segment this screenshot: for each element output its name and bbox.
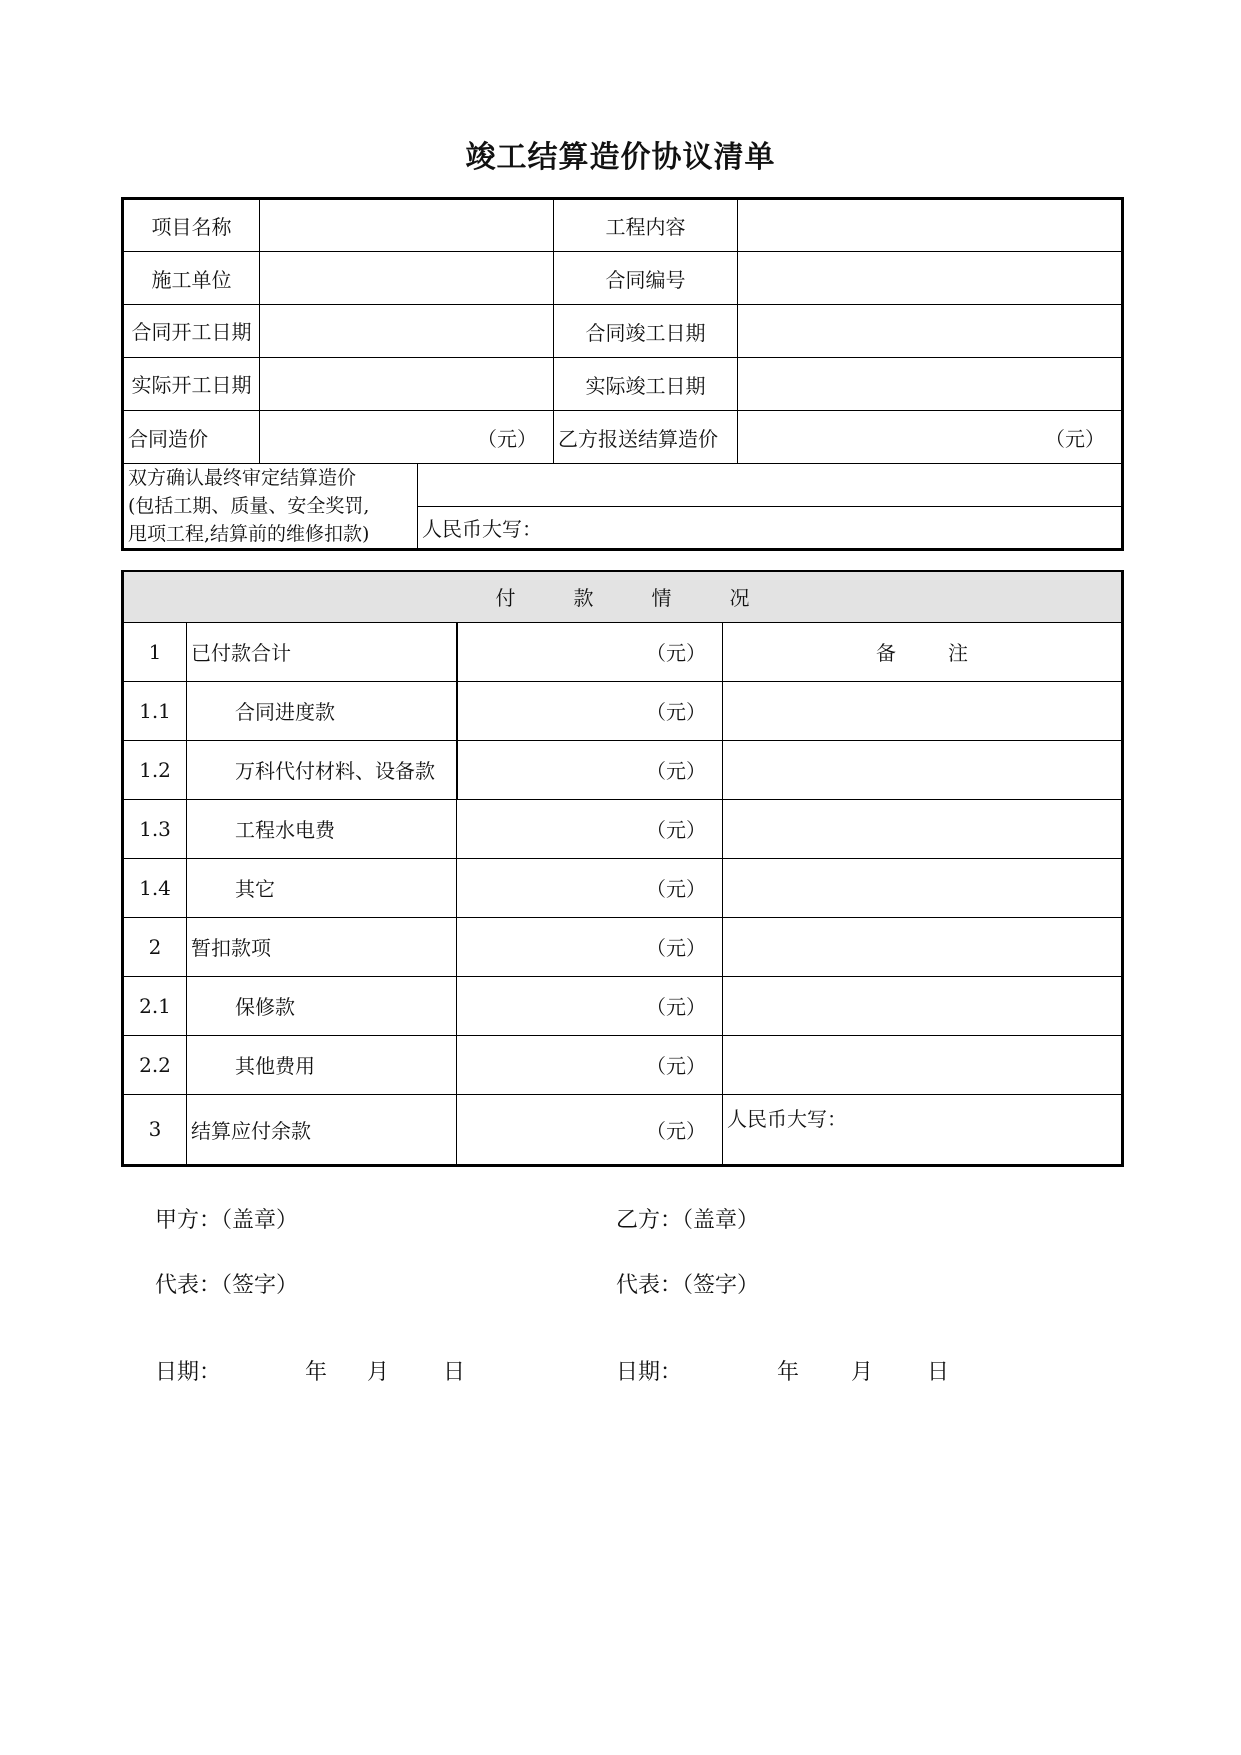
table-row [123,858,1123,917]
row-number: 1.3 [123,799,187,858]
table-row [123,799,1123,858]
contract-start-field[interactable] [260,305,554,358]
party-a-year: 年 [305,1360,328,1385]
row-number: 1.4 [123,858,187,917]
row-note[interactable] [723,799,1123,858]
row-amount[interactable]: （元） [457,917,723,976]
row-amount[interactable]: （元） [457,1035,723,1094]
table-row [123,917,1123,976]
table-row [123,1035,1123,1094]
actual-start-field[interactable] [260,358,554,411]
party-b-month: 月 [851,1360,874,1385]
payment-section-header: 付款情况 [123,571,1123,622]
row-item: 保修款 [187,976,457,1035]
party-b-rep: 代表：（签字） [616,1273,760,1298]
contractor-field[interactable] [260,252,554,305]
row-amount[interactable]: （元） [457,681,723,740]
confirmed-label-line-2: (包括工期、质量、安全奖罚, [128,495,370,517]
row-number: 1.2 [123,740,187,799]
row-item: 万科代付材料、设备款 [187,740,457,799]
row-amount[interactable]: （元） [457,1094,723,1165]
party-a-date-label: 日期： [155,1360,222,1385]
row-item: 其它 [187,858,457,917]
row-item: 其他费用 [187,1035,457,1094]
row-note[interactable] [723,917,1123,976]
row-note[interactable] [723,1035,1123,1094]
row-number: 2 [123,917,187,976]
party-b-date-label: 日期： [616,1360,683,1385]
row-amount[interactable]: （元） [457,740,723,799]
party-a-month: 月 [367,1360,390,1385]
row-note[interactable] [723,976,1123,1035]
actual-end-field[interactable] [738,358,1123,411]
contract-price-label: 合同造价 [123,411,260,464]
project-name-field[interactable] [260,199,554,252]
project-content-field[interactable] [738,199,1123,252]
row-item: 结算应付余款 [187,1094,457,1165]
contract-price-field[interactable]: （元） [260,411,554,464]
contract-no-label: 合同编号 [554,252,738,305]
project-info-table [121,197,1124,551]
actual-end-label: 实际竣工日期 [554,358,738,411]
party-a-day: 日 [443,1360,466,1385]
row-number: 2.2 [123,1035,187,1094]
row-number: 1.1 [123,681,187,740]
table-row [123,622,1123,681]
row-number: 2.1 [123,976,187,1035]
contract-end-label: 合同竣工日期 [554,305,738,358]
row-amount[interactable]: （元） [457,976,723,1035]
row-item: 暂扣款项 [187,917,457,976]
row-note[interactable] [723,740,1123,799]
party-b-day: 日 [927,1360,950,1385]
submitted-price-field[interactable]: （元） [738,411,1123,464]
contract-no-field[interactable] [738,252,1123,305]
table-row [123,976,1123,1035]
row-note[interactable] [723,858,1123,917]
confirmed-label-line-3: 甩项工程,结算前的维修扣款) [128,523,370,545]
project-name-label: 项目名称 [123,199,260,252]
table-row [123,1094,1123,1165]
confirmed-label-line-1: 双方确认最终审定结算造价 [128,467,357,489]
note-header: 备注 [723,622,1123,681]
confirmed-price-label [123,464,418,550]
row-number: 3 [123,1094,187,1165]
row-item: 工程水电费 [187,799,457,858]
final-balance-caps[interactable]: 人民币大写： [723,1094,1123,1165]
row-amount[interactable]: （元） [457,622,723,681]
submitted-price-label: 乙方报送结算造价 [554,411,738,464]
contractor-label: 施工单位 [123,252,260,305]
actual-start-label: 实际开工日期 [123,358,260,411]
contract-start-label: 合同开工日期 [123,305,260,358]
table-row [123,681,1123,740]
row-amount[interactable]: （元） [457,799,723,858]
party-b-year: 年 [777,1360,800,1385]
payment-table [121,570,1124,1167]
page-title: 竣工结算造价协议清单 [465,140,776,175]
row-number: 1 [123,622,187,681]
row-amount[interactable]: （元） [457,858,723,917]
confirmed-price-field[interactable] [418,464,1123,507]
party-a-rep: 代表：（签字） [155,1273,299,1298]
row-note[interactable] [723,681,1123,740]
contract-end-field[interactable] [738,305,1123,358]
project-content-label: 工程内容 [554,199,738,252]
table-row [123,740,1123,799]
row-item: 已付款合计 [187,622,457,681]
row-item: 合同进度款 [187,681,457,740]
party-a-seal: 甲方：（盖章） [155,1208,299,1233]
confirmed-price-caps[interactable]: 人民币大写： [418,507,1123,550]
party-b-seal: 乙方：（盖章） [616,1208,760,1233]
